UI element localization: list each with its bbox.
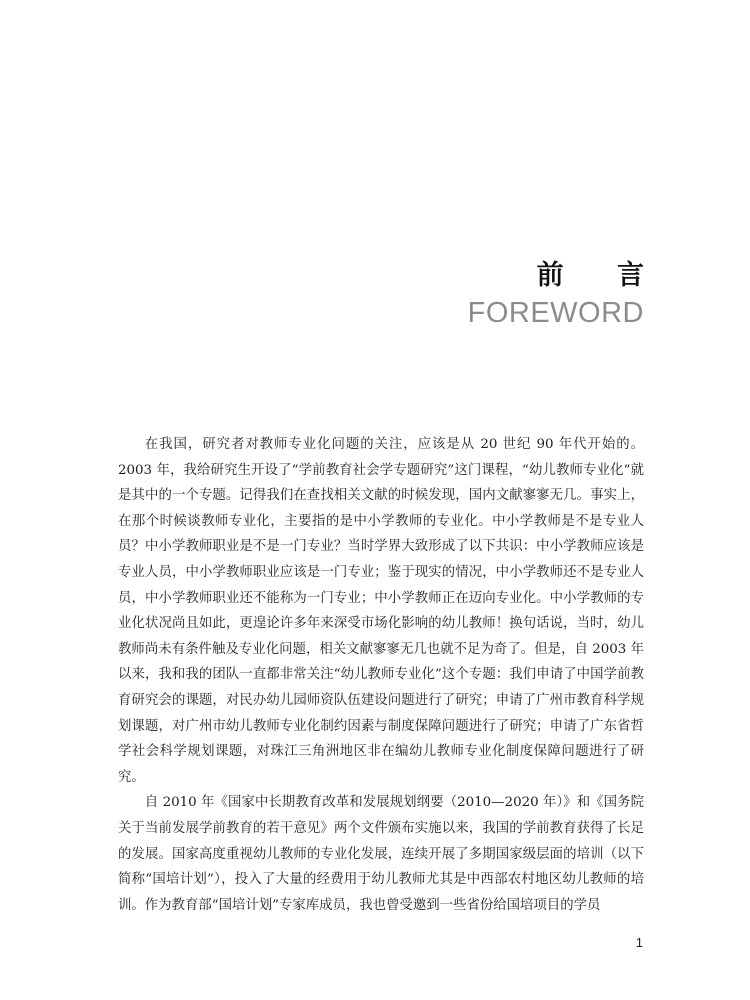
chapter-heading xyxy=(467,258,666,330)
chapter-title-english: FOREWORD xyxy=(467,297,644,329)
page-number: 1 xyxy=(635,935,643,950)
chapter-title-chinese: 前 言 xyxy=(536,260,666,291)
paragraph: 在我国，研究者对教师专业化问题的关注，应该是从 20 世纪 90 年代开始的。2003 年，我给研究生开设了“学前教育社会学专题研究”这门课程，“幼儿教师专业化”就是其中的一个专题。记得我们在查找相关文献的时候发现，国内文献寥寥无几。事实上，在那个时候谈教师专业化，主要指的是中小学教师的专业化。中小学教师是不是专业人员？中小学教师职业是不是一门专业？当时学界大致形成了以下共识：中小学教师应该是专业人员，中小学教师职业应该是一门专业；鉴于现实的情况，中小学教师还不是专业人员，中小学教师职业还不能称为一门专业；中小学教师正在迈向专业化。中小学教师的专业化状况尚且如此，更遑论许多年来深受市场化影响的幼儿教师！换句话说，当时，幼儿教师尚未有条件触及专业化问题，相关文献寥寥无几也就不足为奇了。但是，自 2003 年以来，我和我的团队一直都非常关注“幼儿教师专业化”这个专题：我们申请了中国学前教育研究会的课题，对民办幼儿园师资队伍建设问题进行了研究；申请了广州市教育科学规划课题，对广州市幼儿教师专业化制约因素与制度保障问题进行了研究；申请了广东省哲学社会科学规划课题，对珠江三角洲地区非在编幼儿教师专业化制度保障问题进行了研究。 xyxy=(118,437,644,785)
body-text xyxy=(118,432,644,918)
paragraph: 自 2010 年《国家中长期教育改革和发展规划纲要（2010—2020 年）》和《国务院关于当前发展学前教育的若干意见》两个文件颁布实施以来，我国的学前教育获得了长足的发展。国家高度重视幼儿教师的专业化发展，连续开展了多期国家级层面的培训（以下简称“国培计划”），投入了大量的经费用于幼儿教师尤其是中西部农村地区幼儿教师的培训。作为教育部“国培计划”专家库成员，我也曾受邀到一些省份给国培项目的学员 xyxy=(118,795,644,913)
